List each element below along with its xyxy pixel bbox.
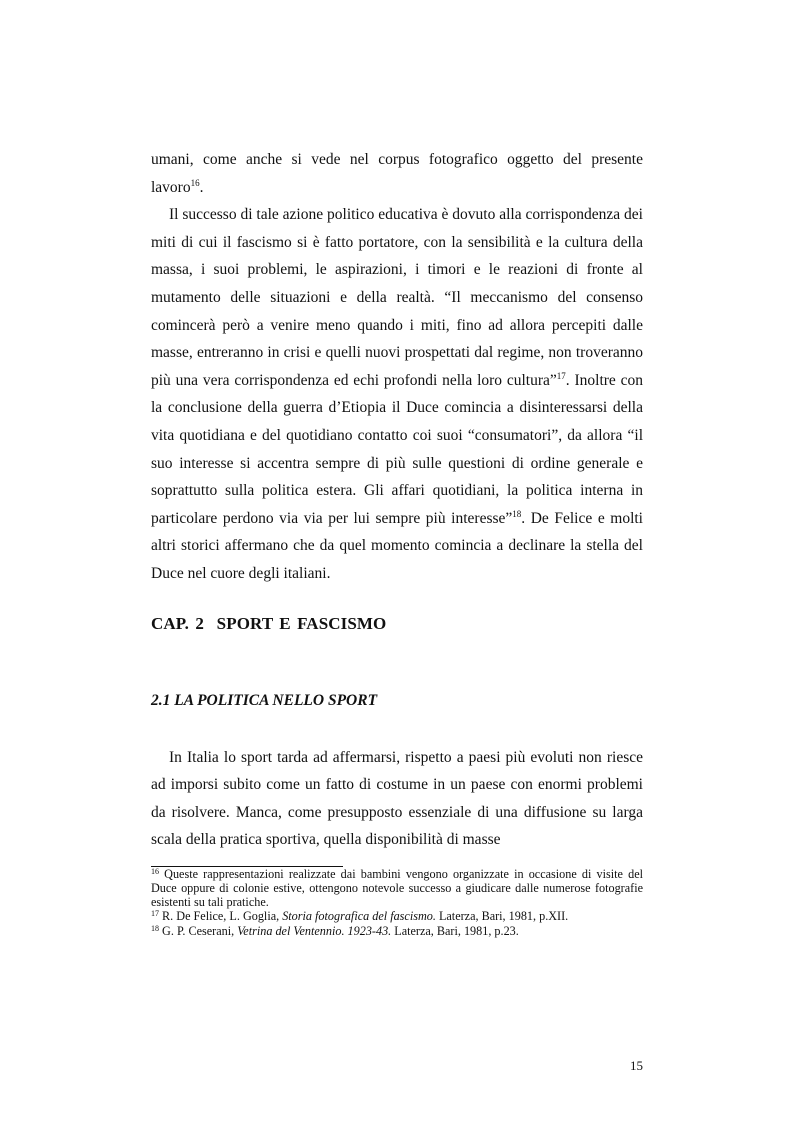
paragraph-1 [151, 146, 643, 201]
footnote-18-authors: G. P. Ceserani, [159, 923, 238, 938]
footnote-18 [151, 924, 643, 938]
paragraph-2 [151, 201, 643, 587]
footnote-17-mark: 17 [151, 909, 159, 919]
paragraph-1-end: . [199, 178, 204, 196]
footnote-17-publisher: Laterza, Bari, 1981, p.XII. [435, 909, 569, 924]
footnote-18-mark: 18 [151, 923, 159, 933]
paragraph-3: In Italia lo sport tarda ad affermarsi, rispetto a paesi più evoluti non riesce ad imporsi subito come un fatto di costume in un paese con enormi problemi da risolvere. Manca, come presupposto essenziale di una diffusione su larga scala della pratica sportiva, quella disponibilità di masse [151, 748, 643, 849]
paragraph-1-text: umani, come anche si vede nel corpus fotografico oggetto del presente lavoro [151, 151, 643, 196]
chapter-heading: CAP. 2 SPORT E FASCISMO [151, 613, 387, 633]
page-number: 15 [630, 1058, 643, 1073]
footnote-ref-17[interactable]: 17 [556, 370, 566, 381]
paragraph-2-text-a: Il successo di tale azione politico educativa è dovuto alla corrispondenza dei miti di cui il fascismo si è fatto portatore, con la sensibilità e la cultura della massa, i suoi problemi, le aspirazioni, i timori e le reazioni di fronte al mutamento delle situazioni e della realtà. “Il meccanismo del consenso comincerà però a venire meno quando i miti, fino ad allora percepiti dalle masse, entreranno in crisi e quelli nuovi prospettati dal regime, non troveranno più una vera corrispondenza ed echi profondi nella loro cultura” [151, 206, 643, 389]
footnote-16-text: Queste rappresentazioni realizzate dai bambini vengono organizzate in occasione di visite del Duce oppure di colonie estive, ottengono notevole successo a giudicare dalle numerose fotografie esistenti su tali pratiche. [151, 866, 643, 910]
footnote-18-publisher: Laterza, Bari, 1981, p.23. [391, 923, 519, 938]
section-heading: 2.1 LA POLITICA NELLO SPORT [151, 691, 378, 709]
footnote-17-title: Storia fotografica del fascismo. [282, 909, 436, 924]
paragraph-2-text-b: . Inoltre con la conclusione della guerra d’Etiopia il Duce comincia a disinteressarsi della vita quotidiana e del quotidiano contatto coi suoi “consumatori”, da allora “il suo interesse si accentra sempre di più sulle questioni di ordine generale e soprattutto sulla politica estera. Gli affari quotidiani, la politica interna in particolare perdono via via per lui sempre più interesse” [151, 371, 643, 527]
footnote-16-mark: 16 [151, 866, 159, 876]
footnote-16 [151, 867, 643, 910]
page-body [151, 146, 643, 938]
paragraph-2-text-c: . De Felice e molti altri storici affermano che da quel momento comincia a declinare la stella del Duce nel cuore degli italiani. [151, 509, 643, 582]
footnote-18-title: Vetrina del Ventennio. 1923-43. [237, 923, 392, 938]
footnote-ref-18[interactable]: 18 [512, 508, 522, 519]
footnote-17 [151, 909, 643, 923]
footnote-17-authors: R. De Felice, L. Goglia, [159, 909, 283, 924]
footnote-ref-16[interactable]: 16 [190, 177, 200, 188]
